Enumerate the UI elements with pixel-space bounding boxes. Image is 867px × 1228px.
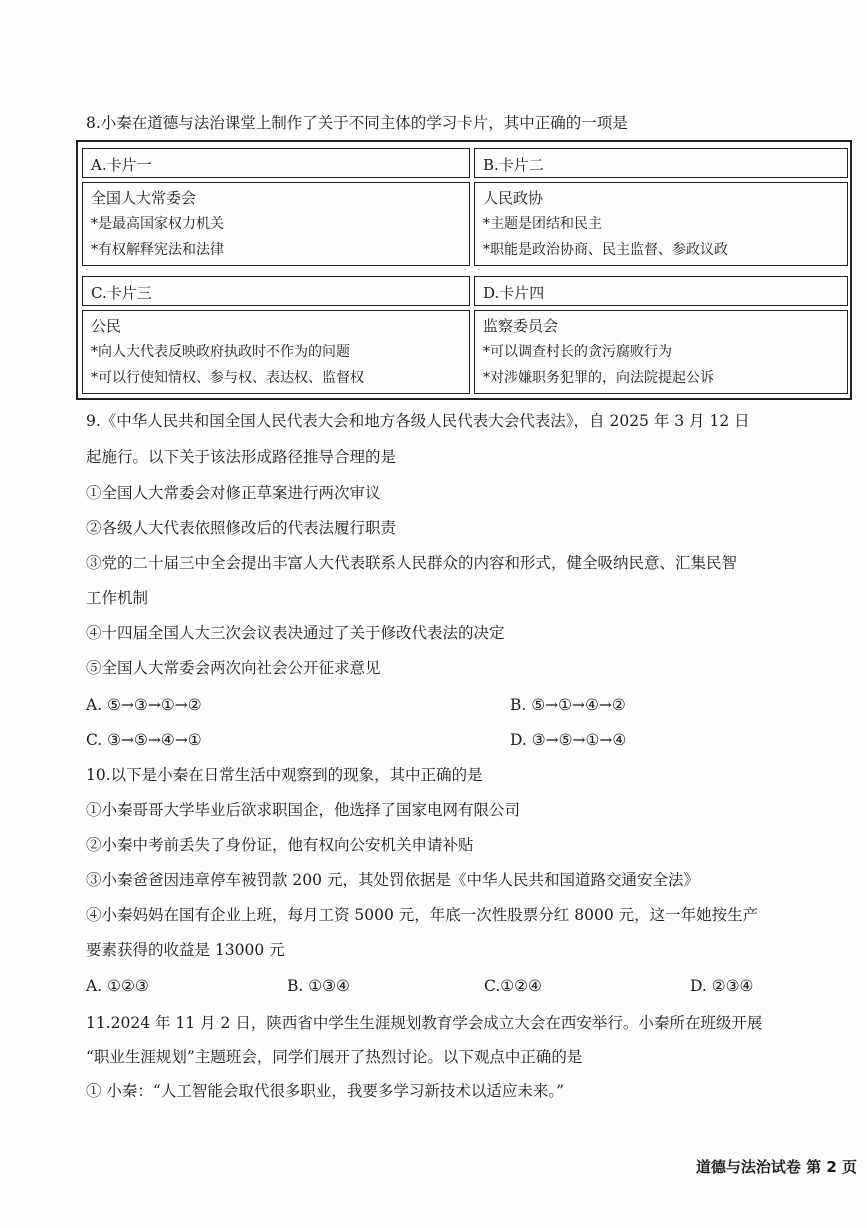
card-a-body [82, 182, 470, 266]
q10-item-1: ①小秦哥哥大学毕业后欲求职国企，他选择了国家电网有限公司 [86, 801, 521, 819]
q9-item-3: ③党的二十届三中全会提出丰富人大代表联系人民群众的内容和形式，健全吸纳民意、汇集民智 [86, 554, 738, 572]
card-d-body [474, 310, 848, 394]
card-c-head: C.卡片三 [82, 276, 470, 306]
q10-option-d: D. ②③④ [690, 977, 754, 995]
q9-item-4: ④十四届全国人大三次会议表决通过了关于修改代表法的决定 [86, 624, 505, 642]
card-d-line-2: *对涉嫌职务犯罪的，向法院提起公诉 [483, 370, 714, 386]
q10-item-4: ④小秦妈妈在国有企业上班，每月工资 5000 元，年底一次性股票分红 8000 元，这一年她按生产 [86, 906, 759, 924]
q9-item-3-cont: 工作机制 [86, 589, 149, 607]
card-c-title: 公民 [91, 317, 122, 335]
q9-stem-line-2: 起施行。以下关于该法形成路径推导合理的是 [86, 448, 397, 466]
q10-option-b: B. ①③④ [287, 977, 350, 995]
q10-item-4-cont: 要素获得的收益是 13000 元 [86, 941, 285, 959]
card-b-line-2: *职能是政治协商、民主监督、参政议政 [483, 242, 728, 258]
q9-option-c: C. ③→⑤→④→① [86, 731, 202, 749]
card-c-body [82, 310, 470, 394]
q11-stem-line-1: 11.2024 年 11 月 2 日，陕西省中学生生涯规划教育学会成立大会在西安举行。小秦所在班级开展 [86, 1014, 763, 1032]
card-d-line-1: *可以调查村长的贪污腐败行为 [483, 344, 672, 360]
card-d-title: 监察委员会 [483, 317, 559, 335]
card-d-head: D.卡片四 [474, 276, 848, 306]
card-a-line-1: *是最高国家权力机关 [91, 216, 224, 232]
q9-stem-line-1: 9.《中华人民共和国全国人民代表大会和地方各级人民代表大会代表法》，自 2025 年 3 月 12 日 [86, 412, 750, 430]
card-a-head: A.卡片一 [82, 148, 470, 178]
q11-item-1: ① 小秦：“人工智能会取代很多职业，我要多学习新技术以适应未来。” [86, 1082, 565, 1100]
q10-stem: 10.以下是小秦在日常生活中观察到的现象，其中正确的是 [86, 766, 483, 784]
q9-option-a: A. ⑤→③→①→② [86, 696, 202, 714]
q10-item-2: ②小秦中考前丢失了身份证，他有权向公安机关申请补贴 [86, 836, 474, 854]
card-b-title: 人民政协 [483, 189, 544, 207]
q8-stem: 8.小秦在道德与法治课堂上制作了关于不同主体的学习卡片，其中正确的一项是 [86, 114, 628, 132]
q9-option-d: D. ③→⑤→①→④ [510, 731, 627, 749]
card-a-title: 全国人大常委会 [91, 189, 197, 207]
card-b-body [474, 182, 848, 266]
q10-item-3: ③小秦爸爸因违章停车被罚款 200 元，其处罚依据是《中华人民共和国道路交通安全法》 [86, 871, 699, 889]
q9-item-1: ①全国人大常委会对修正草案进行两次审议 [86, 484, 381, 502]
card-c-line-2: *可以行使知情权、参与权、表达权、监督权 [91, 370, 364, 386]
q9-item-2: ②各级人大代表依照修改后的代表法履行职责 [86, 519, 397, 537]
card-b-head: B.卡片二 [474, 148, 848, 178]
card-a-line-2: *有权解释宪法和法律 [91, 242, 224, 258]
card-c-line-1: *向人大代表反映政府执政时不作为的问题 [91, 344, 350, 360]
card-b-line-1: *主题是团结和民主 [483, 216, 602, 232]
page-footer: 道德与法治试卷 第 2 页 [695, 1158, 857, 1176]
q8-card-grid [76, 140, 852, 400]
q11-stem-line-2: “职业生涯规划”主题班会，同学们展开了热烈讨论。以下观点中正确的是 [86, 1048, 583, 1066]
q9-item-5: ⑤全国人大常委会两次向社会公开征求意见 [86, 659, 381, 677]
q10-option-c: C.①②④ [484, 977, 542, 995]
q9-option-b: B. ⑤→①→④→② [510, 696, 626, 714]
q10-option-a: A. ①②③ [86, 977, 149, 995]
